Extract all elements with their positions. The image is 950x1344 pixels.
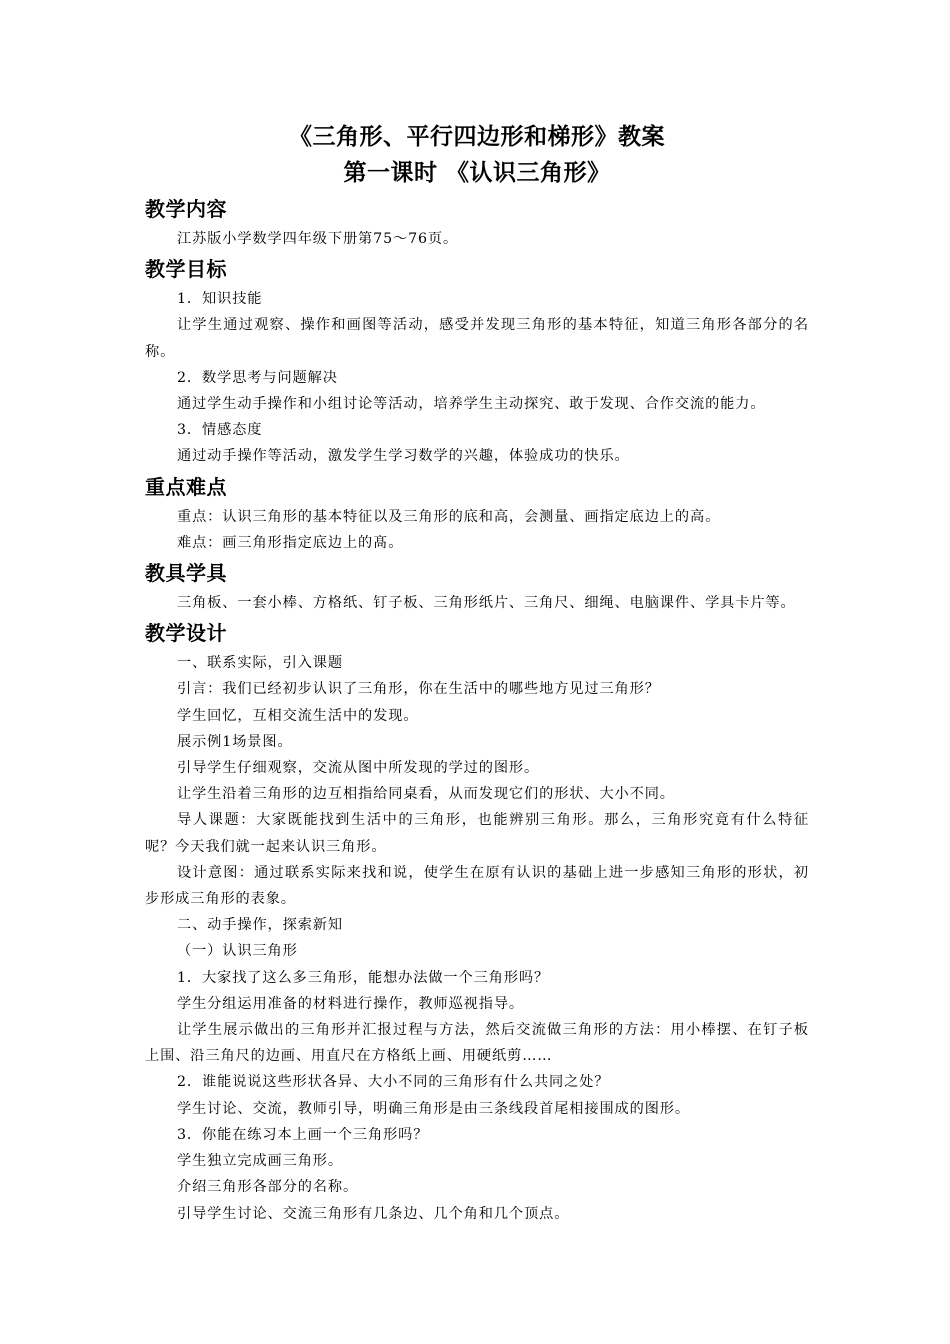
design-paragraph: 展示例1场景图。: [177, 733, 293, 750]
design-paragraph: 学生分组运用准备的材料进行操作，教师巡视指导。: [177, 995, 525, 1012]
design-paragraph: 2．谁能说说这些形状各异、大小不同的三角形有什么共同之处？: [177, 1074, 610, 1091]
tools-paragraph: 三角板、一套小棒、方格纸、钉子板、三角形纸片、三角尺、细绳、电脑课件、学具卡片等。: [177, 595, 796, 612]
design-paragraph: 学生讨论、交流，教师引导，明确三角形是由三条线段首尾相接围成的图形。: [177, 1100, 690, 1117]
lesson-subtitle: 第一课时 《认识三角形》: [343, 160, 611, 186]
design-paragraph: 介绍三角形各部分的名称。: [177, 1179, 359, 1196]
design-paragraph: 让学生沿着三角形的边互相指给同桌看，从而发现它们的形状、大小不同。: [177, 786, 675, 803]
focus-paragraph: 重点：认识三角形的基本特征以及三角形的底和高，会测量、画指定底边上的高。: [177, 508, 721, 525]
design-paragraph: 引导学生仔细观察，交流从图中所发现的学过的图形。: [177, 760, 540, 777]
design-paragraph: 设计意图：通过联系实际来找和说，使学生在原有认识的基础上进一步感知三角形的形状，初步形成三角形的表象。: [145, 864, 809, 908]
heading-teaching-content: 教学内容: [145, 197, 227, 221]
goals-paragraph: 通过学生动手操作和小组讨论等活动，培养学生主动探究、敢于发现、合作交流的能力。: [177, 396, 766, 413]
design-paragraph: 导人课题：大家既能找到生活中的三角形，也能辨别三角形。那么，三角形究竟有什么特征呢？今天我们就一起来认识三角形。: [145, 812, 809, 855]
design-paragraph: 引言：我们已经初步认识了三角形，你在生活中的哪些地方见过三角形？: [177, 681, 660, 698]
heading-teaching-goals: 教学目标: [145, 257, 227, 282]
design-paragraph: 让学生展示做出的三角形并汇报过程与方法，然后交流做三角形的方法：用小棒摆、在钉子板上围、沿三角尺的边画、用直尺在方格纸上画、用硬纸剪……: [145, 1022, 809, 1065]
focus-paragraph: 难点：画三角形指定底边上的髙。: [177, 534, 404, 551]
document-page: [145, 118, 809, 1227]
goals-paragraph: 2．数学思考与问题解决: [177, 369, 338, 386]
content-paragraph: 江苏版小学数学四年级下册第75～76页。: [177, 231, 459, 247]
goals-paragraph: 让学生通过观察、操作和画图等活动，感受并发现三角形的基本特征，知道三角形各部分的名称。: [145, 317, 809, 360]
design-paragraph: （一）认识三角形: [177, 943, 298, 960]
heading-key-points: 重点难点: [145, 474, 227, 499]
design-paragraph: 学生独立完成画三角形。: [177, 1153, 343, 1170]
design-paragraph: 二、动手操作，探索新知: [177, 917, 343, 934]
design-paragraph: 1．大家找了这么多三角形，能想办法做一个三角形吗？: [177, 969, 550, 986]
goals-paragraph: 3．情感态度: [177, 422, 263, 439]
design-paragraph: 引导学生讨论、交流三角形有几条边、几个角和几个顶点。: [177, 1205, 570, 1222]
heading-teaching-design: 教学设计: [145, 621, 227, 646]
design-paragraph: 学生回忆，互相交流生活中的发现。: [177, 707, 419, 724]
design-paragraph: 一、联系实际，引入课题: [177, 655, 343, 672]
document-title: 《三角形、平行四边形和梯形》教案: [289, 124, 665, 150]
goals-paragraph: 通过动手操作等活动，激发学生学习数学的兴趣，体验成功的快乐。: [177, 448, 630, 465]
goals-paragraph: 1．知识技能: [177, 291, 263, 308]
heading-teaching-tools: 教具学具: [145, 561, 227, 586]
design-paragraph: 3．你能在练习本上画一个三角形吗？: [177, 1126, 429, 1143]
